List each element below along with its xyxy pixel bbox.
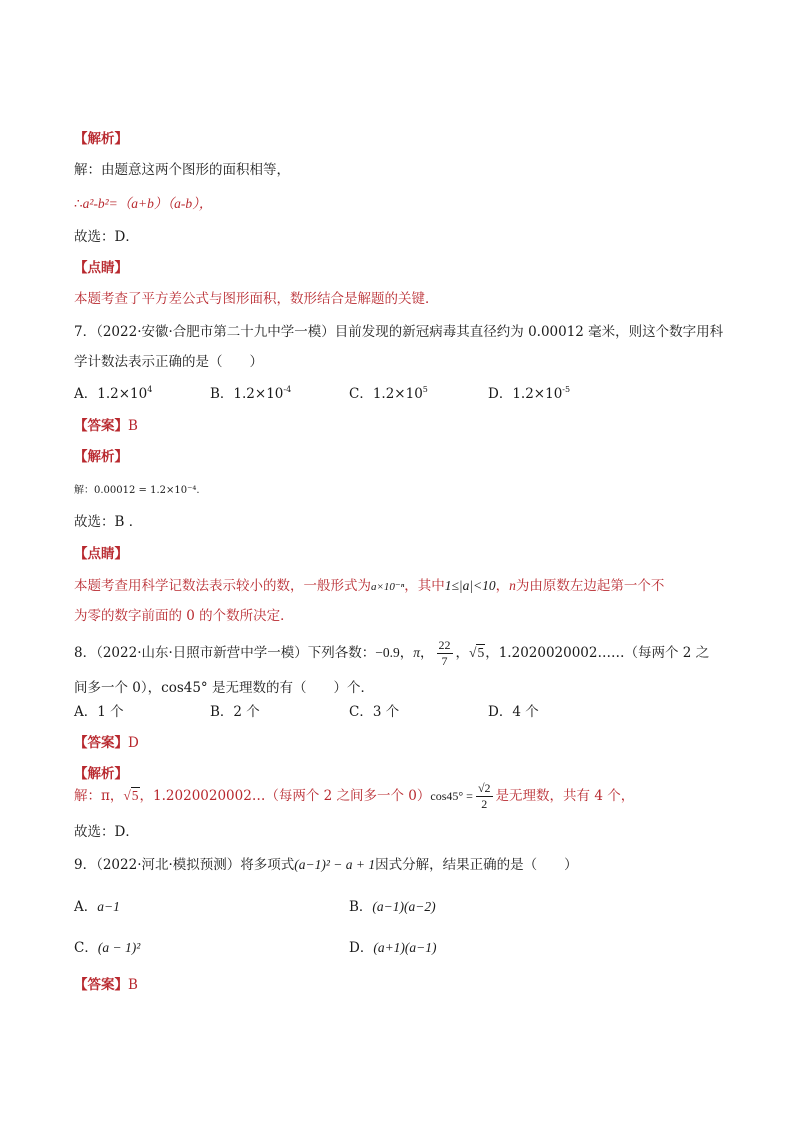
fraction-22-7: $\frac{22}{7}$ [438,638,451,668]
q8-option-a: A．1 个 [74,704,124,720]
question-7-stem-line1: 7．（2022·安徽·合肥市第二十九中学一模）目前发现的新冠病毒其直径约为 0.00012 毫米，则这个数字用科 [74,324,724,340]
solution-line-q8: 解：π，√5，1.2020020002…（每两个 2 之间多一个 0）cos45° = $\frac{√2}{2}$ 是无理数，共有 4 个， [74,781,635,811]
sqrt-5: √5 [469,645,485,660]
select-line-q6: 故选：D． [74,229,139,245]
select-line-q7: 故选：B ． [74,514,143,530]
comment-tag-q6 [74,258,128,278]
solution-line-q6: 解：由题意这两个图形的面积相等， [74,162,290,178]
q7-option-c: C．$1.2\times 10^5$ [349,385,428,402]
comment-label: 【点睛】 [74,260,128,276]
solution-line-q7: 解：0.00012 = 1.2×10⁻⁴. [74,485,200,496]
q9-option-d: D．(a+1)(a−1) [349,940,437,956]
q9-option-b: B．(a−1)(a−2) [349,899,436,915]
analysis-label: 【解析】 [74,131,128,147]
formula-rhs: （a+b）（a-b）， [117,196,213,211]
q7-option-a: A．$1.2\times 10^4$ [74,385,153,402]
analysis-tag-q8: 【解析】 [74,766,128,782]
analysis-tag-q6 [74,129,128,149]
q7-option-b: B．$1.2\times 10^{-4}$ [210,385,292,402]
formula-lhs: a²-b²= [82,196,118,211]
question-7-stem-line2: 学计数法表示正确的是（ ） [74,354,263,370]
answer-line-q7: 【答案】B [74,418,138,434]
comment-tag-q7: 【点睛】 [74,546,128,562]
q7-option-d: D．$1.2\times 10^{-5}$ [488,385,571,402]
question-8-stem-line1: 8．（2022·山东·日照市新营中学一模）下列各数：−0.9，π， $\frac{22}{7}$ ，√5，1.2020020002……（每两个 2 之 [74,638,710,668]
select-line-q8: 故选：D． [74,824,139,840]
q9-option-c: C．(a − 1)² [74,940,141,956]
question-9-stem: 9．（2022·河北·模拟预测）将多项式(a−1)² − a + 1因式分解，结果正确的是（ ） [74,857,578,873]
q9-option-a: A．a−1 [74,899,120,915]
q8-option-c: C．3 个 [349,704,400,720]
comment-line2-q7: 为零的数字前面的 0 的个数所决定． [74,608,294,624]
answer-line-q8: 【答案】D [74,735,139,751]
answer-value: B [128,418,138,434]
q8-option-b: B．2 个 [210,704,260,720]
answer-line-q9: 【答案】B [74,977,138,993]
analysis-tag-q7: 【解析】 [74,449,128,465]
fraction-sqrt2-2: $\frac{√2}{2}$ [477,781,491,811]
comment-line1-q7: 本题考查用科学记数法表示较小的数，一般形式为a×10⁻ⁿ，其中1≤|a|<10，n为由原数左边起第一个不 [74,578,665,594]
comment-line-q6: 本题考查了平方差公式与图形面积，数形结合是解题的关键． [74,291,439,307]
q8-option-d: D．4 个 [488,704,539,720]
formula-line-q6: ∴a²-b²=（a+b）（a-b）， [74,196,213,212]
question-8-stem-line2: 间多一个 0），cos45° 是无理数的有（ ）个． [74,680,374,696]
